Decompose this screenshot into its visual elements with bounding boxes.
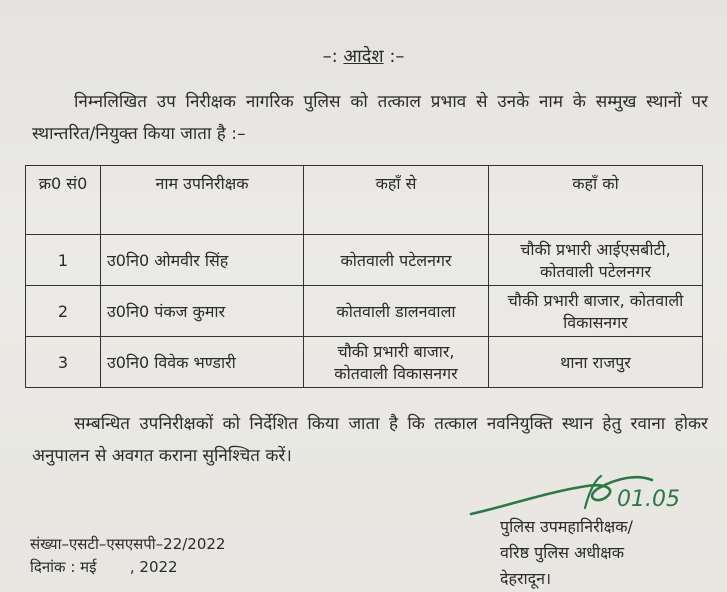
signatory-title-2: वरिष्ठ पुलिस अधीक्षक <box>500 543 625 562</box>
instruction-text: सम्बन्धित उपनिरीक्षकों को निर्देशित किया जाता है कि तत्काल नवनियुक्ति स्थान हेतु रवाना होकर अनुपालन से अवगत कराना सुनिश्चित करें। <box>32 414 708 466</box>
header-to: कहाँ को <box>489 166 703 235</box>
handwritten-signature <box>467 468 697 518</box>
instruction-paragraph <box>32 408 708 472</box>
signatory-title-1: पुलिस उपमहानिरीक्षक/ <box>500 517 633 536</box>
transfer-table <box>25 165 703 388</box>
row-serial: 2 <box>26 286 101 337</box>
heading-left-mark: –: <box>322 46 338 67</box>
header-serial: क्र0 सं0 <box>26 166 101 235</box>
heading-right-mark: :– <box>389 46 405 67</box>
order-heading <box>0 44 727 68</box>
intro-text: निम्नलिखित उप निरीक्षक नागरिक पुलिस को तत्काल प्रभाव से उनके नाम के सम्मुख स्थानों पर स्थान्तरित/नियुक्त किया जाता है :– <box>32 92 708 144</box>
table-row <box>26 235 703 286</box>
signatory-location: देहरादून। <box>500 569 552 588</box>
heading-title: आदेश <box>343 46 384 67</box>
header-from: कहाँ से <box>304 166 489 235</box>
table-header-row <box>26 166 703 235</box>
reference-date: दिनांक : मई , 2022 <box>30 558 178 576</box>
row-from: कोतवाली पटेलनगर <box>304 235 489 286</box>
row-serial: 3 <box>26 337 101 388</box>
table-row <box>26 286 703 337</box>
signatory-block <box>500 514 633 592</box>
row-to: चौकी प्रभारी बाजार, कोतवाली विकासनगर <box>489 286 703 337</box>
row-to: थाना राजपुर <box>489 337 703 388</box>
row-from: चौकी प्रभारी बाजार, कोतवाली विकासनगर <box>304 337 489 388</box>
row-to: चौकी प्रभारी आईएसबीटी, कोतवाली पटेलनगर <box>489 235 703 286</box>
header-name: नाम उपनिरीक्षक <box>101 166 304 235</box>
table-row <box>26 337 703 388</box>
intro-paragraph <box>32 86 708 150</box>
row-name: उ0नि0 ओमवीर सिंह <box>101 235 304 286</box>
reference-block <box>30 533 225 579</box>
signature-date-mark: 01.05 <box>617 487 680 512</box>
row-name: उ0नि0 पंकज कुमार <box>101 286 304 337</box>
row-name: उ0नि0 विवेक भण्डारी <box>101 337 304 388</box>
row-serial: 1 <box>26 235 101 286</box>
row-from: कोतवाली डालनवाला <box>304 286 489 337</box>
reference-number: संख्या–एसटी–एसएसपी–22/2022 <box>30 535 226 553</box>
